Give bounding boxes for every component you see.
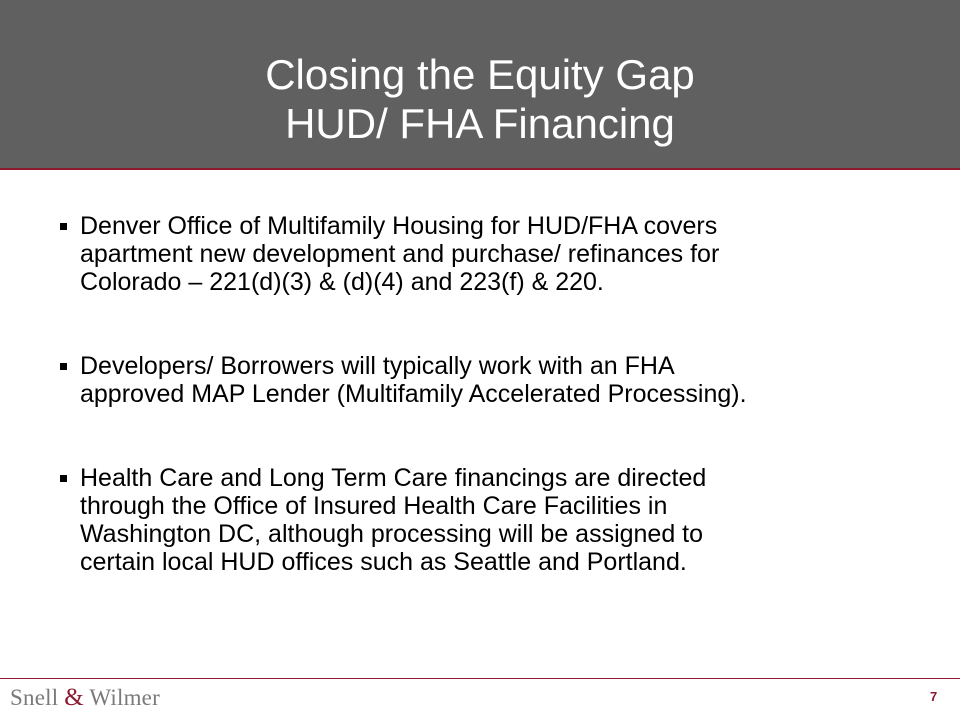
bullet-3-line-1: Health Care and Long Term Care financings are directed	[80, 464, 707, 492]
logo-ampersand: &	[64, 684, 84, 711]
slide-title-line-1: Closing the Equity Gap	[265, 51, 695, 98]
page-number: 7	[930, 689, 938, 704]
bullet-1-line-1: Denver Office of Multifamily Housing for HUD/FHA covers	[80, 212, 718, 240]
square-bullet-icon	[60, 363, 67, 370]
bullet-1-line-3: Colorado – 221(d)(3) & (d)(4) and 223(f) & 220.	[80, 268, 604, 296]
slide-title-line-2: HUD/ FHA Financing	[285, 100, 675, 147]
bullet-1-line-2: apartment new development and purchase/ refinances for	[80, 240, 720, 268]
square-bullet-icon	[60, 223, 67, 230]
bullet-item-3	[58, 464, 918, 576]
bullet-2-line-1: Developers/ Borrowers will typically work with an FHA	[80, 352, 675, 380]
bullet-item-2	[58, 352, 918, 408]
bullet-3-line-2: through the Office of Insured Health Care Facilities in	[80, 492, 668, 520]
bullet-3-line-3: Washington DC, although processing will be assigned to	[80, 520, 704, 548]
slide-title	[0, 50, 960, 148]
square-bullet-icon	[60, 475, 67, 482]
bullet-2-line-2: approved MAP Lender (Multifamily Accelerated Processing).	[80, 380, 747, 408]
footer-divider	[0, 678, 960, 679]
bullet-item-1	[58, 212, 918, 296]
logo-text-snell: Snell	[10, 685, 65, 710]
snell-wilmer-logo	[10, 684, 160, 712]
slide-body	[58, 212, 918, 632]
logo-text-wilmer: Wilmer	[83, 685, 160, 710]
bullet-3-line-4: certain local HUD offices such as Seattle and Portland.	[80, 548, 687, 576]
slide-header	[0, 0, 960, 170]
